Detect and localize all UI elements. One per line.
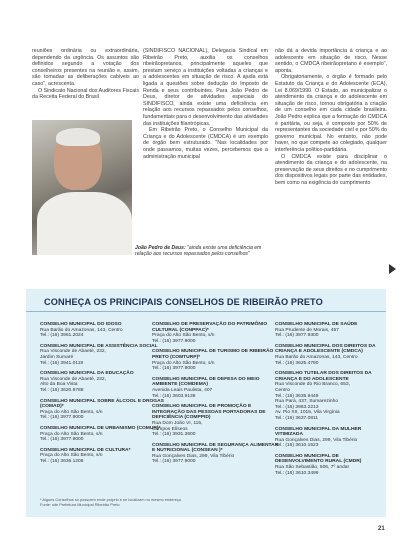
council-name: CONSELHO MUNICIPAL DOS DIREITOS DA CRIANÇA E ADOLESCENTE (CMDCA) <box>275 343 376 355</box>
council-detail: Rua Visconde de Abaeté, 232, <box>40 376 106 382</box>
paragraph: Obrigatoriamente, o órgão é formado pelo Estatuto da Criança e do Adolescente (ECA), Lei 8.069/1990. O Estado, ao municipalizar o atendimento da criança e do adolescente em situação de risco, tornou obrigatória a criação de um conselho em cada cidade brasileira. João Pedro explica que a formação do CMDCA é paritária, ou seja, é composto por 50% de representantes da sociedade civil e por 50% do governo municipal. No entanto, não pode haver, no que compete ao colegiado, qualquer interferência político-partidária. <box>275 74 387 153</box>
councils-list-column-3 <box>275 322 380 481</box>
council-detail: Centro <box>275 387 290 393</box>
council-detail: Rua Pará, 437, Sumarezinho <box>275 399 339 405</box>
council-detail: Tel.: (16) 3610.3499 <box>275 470 319 476</box>
councils-list-column-1 <box>40 322 170 469</box>
council-detail: Rua Gonçalves Dias, 299, Vila Tibério <box>152 453 235 459</box>
photo-caption <box>135 245 267 257</box>
council-detail: Tel.: (16) 3603.9138 <box>152 393 196 399</box>
council-name: CONSELHO MUNICIPAL SOBRE ÁLCOOL E DROGAS (COMAD)* <box>40 398 164 410</box>
panel-title: CONHEÇA OS PRINCIPAIS CONSELHOS DE RIBEIRÃO PRETO <box>44 297 323 307</box>
council-entry <box>275 371 380 421</box>
council-entry <box>40 426 170 443</box>
council-entry <box>40 344 170 366</box>
caption-text: "ainda existe uma deficiência em relação aos recursos repassados pelos conselhos" <box>135 245 262 258</box>
continue-arrow-icon <box>389 264 396 274</box>
council-name: CONSELHO MUNICIPAL DE DEFESA DO MEIO AMBIENTE (COMDEMA) <box>152 376 260 388</box>
council-detail: Rua Prudente de Morais, 457 <box>275 327 339 333</box>
council-name: CONSELHO MUNICIPAL DE TURISMO DE RIBEIRÃO PRETO (COMTURP)* <box>152 349 274 360</box>
council-entry <box>275 427 380 449</box>
council-detail: Rua Barão do Amazonas, 143, Centro <box>275 354 358 360</box>
council-entry <box>152 443 282 465</box>
photo-hair-shape <box>56 128 100 146</box>
council-detail: Jardim Sumaré <box>40 354 74 360</box>
council-detail: Tel.: (16) 3637.0811 <box>275 415 319 421</box>
council-entry <box>40 399 170 421</box>
council-detail: Praça do Alto São Bento, s/n <box>152 360 215 366</box>
council-name: CONSELHO MUNICIPAL DE URBANISMO (COMUR)* <box>40 425 161 431</box>
paragraph: O CMDCA existe para disciplinar o atendimento da criança e do adolescente, na preservação de seus direitos e no cumprimento dos dispositivos legais por parte das entidades, bem como na exigência do cumprimento <box>275 153 387 186</box>
paragraph: O Sindicato Nacional dos Auditores Fiscais da Receita Federal do Brasil <box>32 87 139 101</box>
council-detail: Praça do Alto São Bento, s/n <box>152 333 215 339</box>
council-detail: Tel.: (16) 3636.1206 <box>40 458 84 464</box>
council-detail: Av. Pio XII, 1015, Vila Virgínia <box>275 410 340 416</box>
council-name: CONSELHO MUNICIPAL DO IDOSO <box>40 322 122 327</box>
council-entry <box>152 349 282 371</box>
article-column-2 <box>143 48 268 160</box>
council-entry <box>40 448 170 465</box>
council-detail: Tel.: (16) 3977.9000 <box>40 437 84 443</box>
council-name: CONSELHO MUNICIPAL DA EDUCAÇÃO <box>40 371 134 377</box>
paragraph: não dá a devida importância à criança e ao adolescente em situação de risco. Nesse sentido, o CMDCA ribeirãopretano é exemplo", aponta. <box>275 48 387 74</box>
council-detail: Praça do Alto São Bento, s/n <box>40 431 103 437</box>
council-name: CONSELHO MUNICIPAL DE ASSISTÊNCIA SOCIAL <box>40 343 158 349</box>
council-detail: Tel.: (16) 3620.9788 <box>40 387 84 393</box>
panel-divider <box>26 311 386 312</box>
council-detail: Tel.: (16) 3977.9000 <box>152 366 196 372</box>
footnote-line: * Alguns Conselhos só possuem ende próprio e se localizam no mesmo endereço. <box>40 497 183 502</box>
council-name: CONSELHO MUNICIPAL DE DESENVOLVIMENTO RURAL (CMDR) <box>275 453 362 465</box>
article-column-3 <box>275 48 387 186</box>
council-detail: Tel.: (16) 3977.9000 <box>152 459 196 465</box>
council-name: CONSELHO MUNICIPAL DE CULTURA* <box>40 447 131 453</box>
council-detail: Avenida Leais Paulista, 407 <box>152 387 213 393</box>
council-detail: Rua Gonçalves Dias, 299, Vila Tibério <box>275 437 358 443</box>
council-detail: Rua São Sebastião, 506, 7º andar <box>275 465 350 471</box>
council-detail: Tel.: (16) 3635.9449 <box>275 393 319 399</box>
portrait-photo <box>32 120 132 255</box>
council-entry <box>40 322 170 339</box>
council-name: CONSELHO MUNICIPAL DE PROMOÇÃO E INTEGRAÇÃO DAS PESSOAS PORTADORAS DE DEFICIÊNCIA (COMPPID) <box>152 404 266 421</box>
photo-shirt-shape <box>37 192 132 255</box>
council-entry <box>152 322 282 344</box>
council-entry <box>275 322 380 339</box>
council-detail: Rua Visconde do Rio Branco, 653, <box>275 382 350 388</box>
page-number: 21 <box>378 526 385 532</box>
council-detail: Praça do Alto São Bento, s/n <box>40 409 103 415</box>
council-entry <box>152 404 282 438</box>
council-entry <box>40 371 170 393</box>
caption-name: João Pedro de Deus: <box>135 245 186 251</box>
council-detail: Tel.: (16) 3941.0119 <box>40 360 84 366</box>
council-detail: Tel.: (16) 3625.4790 <box>275 360 319 366</box>
council-entry <box>275 344 380 366</box>
council-detail: Praça do Alto São Bento, s/n <box>40 453 103 459</box>
paragraph: reuniões ordinária ou extraordinária, dependendo da urgência. Os assuntos são definidos segundo a votação dos conselheiros presentes na reunião e, assim, são tomadas as deliberações cabíveis ao caso", acrescenta. <box>32 48 139 87</box>
council-name: CONSELHO MUNICIPAL DA MULHER VITIMIZADA <box>275 426 362 438</box>
council-detail: Rua Visconde de Abaeté, 232, <box>40 349 106 355</box>
council-detail: Rua Barão do Amazonas, 143, Centro <box>40 327 123 333</box>
council-entry <box>275 454 380 476</box>
council-detail: Campos Elíseos <box>152 426 188 432</box>
council-detail: Alto da Boa Vista <box>40 382 78 388</box>
council-name: CONSELHO TUTELAR DOS DIREITOS DA CRIANÇA E DO ADOLESCENTE <box>275 371 372 382</box>
council-detail: Rua Dom João VI, 115, <box>152 420 203 426</box>
footnote <box>40 498 200 507</box>
footnote-source: Fonte: site Prefeitura Municipal Ribeirão Preto <box>40 501 120 507</box>
article-column-1 <box>32 48 139 101</box>
council-name: CONSELHO DE PRESERVAÇÃO DO PATRIMÔNIO CULTURAL (CONPPAC)* <box>152 322 268 333</box>
council-detail: Tel.: (16) 3931.3600 <box>152 432 196 438</box>
council-detail: Tel.: (16) 3963.2213 <box>275 404 319 410</box>
council-detail: Tel.: (16) 3977.9000 <box>40 415 84 421</box>
councils-list-column-2 <box>152 322 282 470</box>
paragraph: Em Ribeirão Preto, o Conselho Municipal da Criança e do Adolescente (CMDCA) é um exemplo de órgão bem estruturado. "Nas localidades por onde passamos, muitas vezes, percebemos que a administração municipal <box>143 127 268 160</box>
council-name: CONSELHO MUNICIPAL DE SAÚDE <box>275 322 358 327</box>
council-detail: Tel.: (16) 3977.9000 <box>152 338 196 344</box>
council-detail: Tel.: (16) 3961.2024 <box>40 333 84 339</box>
paragraph: (SINDIFISCO NACIONAL), Delegacia Sindical em Ribeirão Preto, auxilia os conselhos ribeirãopretanos, principalmente aqueles que prestam serviço a instituições voltadas a crianças e a adolescentes em situação de risco. A ajuda está ligada a questões sobre dedução do Imposto de Renda e seus contribuintes. Para João Pedro de Deus, diretor de atividades especiais do SINDIFISCO, ainda existe uma deficiência em relação aos recursos repassados pelos conselhos, fundamentais para o desenvolvimento das atividades das instituições filantrópicas. <box>143 48 268 127</box>
council-entry <box>152 377 282 399</box>
council-detail: Tel.: (16) 3977.9300 <box>275 333 319 339</box>
council-detail: Tel.: (16) 3610.1523 <box>275 443 319 449</box>
council-name: CONSELHO MUNICIPAL DE SEGURANÇA ALIMENTAR E NUTRICIONAL (CONSEAN )* <box>152 442 279 454</box>
